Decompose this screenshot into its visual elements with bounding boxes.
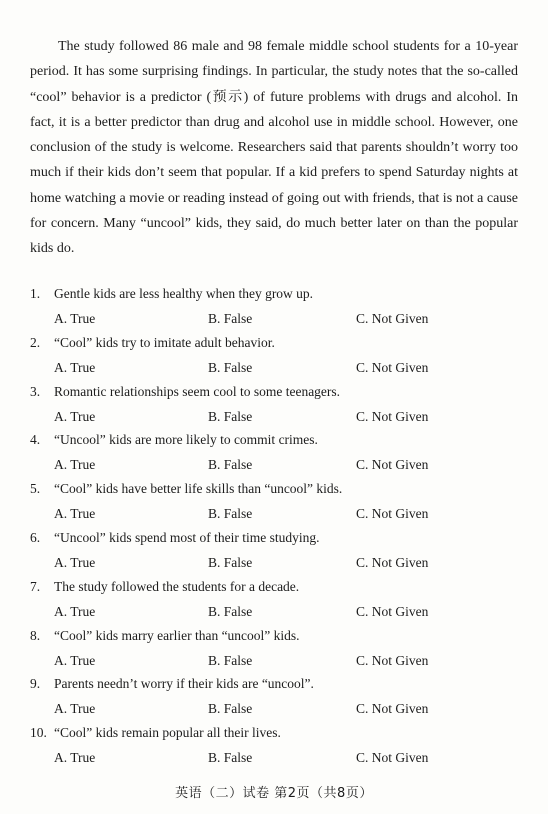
question-number: 8.	[30, 627, 41, 643]
question-number: 7.	[30, 578, 41, 594]
option-c: C. Not Given	[356, 311, 429, 326]
question-number: 2.	[30, 334, 41, 350]
question-stem	[30, 577, 299, 597]
option-a: A. True	[54, 554, 96, 570]
option-b: B. False	[208, 359, 253, 375]
question-3	[30, 382, 510, 431]
option-b: B. False	[208, 701, 253, 717]
question-stem	[30, 430, 318, 450]
question-5	[30, 479, 510, 528]
option-a: A. True	[54, 506, 96, 522]
question-number: 10.	[30, 725, 47, 741]
question-stem	[30, 333, 275, 353]
question-text: “Cool” kids remain popular all their lives.	[54, 725, 281, 741]
question-text: The study followed the students for a decade.	[54, 578, 300, 594]
option-b: B. False	[208, 506, 253, 522]
question-number: 3.	[30, 383, 41, 399]
option-a: A. True	[54, 701, 96, 717]
option-c: C. Not Given	[356, 554, 429, 570]
option-c: C. Not Given	[356, 750, 429, 766]
option-b: B. False	[208, 457, 253, 473]
option-b: B. False	[208, 603, 253, 619]
question-6	[30, 528, 510, 577]
option-a: A. True	[54, 652, 96, 668]
option-c: C. Not Given	[356, 359, 429, 375]
option-c: C. Not Given	[356, 457, 429, 473]
option-b: B. False	[208, 750, 253, 766]
question-number: 9.	[30, 676, 41, 692]
option-b: B. False	[208, 408, 253, 424]
option-a: A. True	[54, 359, 96, 375]
question-text: “Cool” kids have better life skills than “uncool” kids.	[54, 481, 343, 497]
question-stem	[30, 528, 319, 548]
option-a: A. True	[54, 603, 96, 619]
question-text: “Cool” kids marry earlier than “uncool” kids.	[54, 627, 300, 643]
question-text: “Uncool” kids spend most of their time studying.	[54, 529, 320, 545]
question-stem	[30, 723, 281, 743]
question-text: Parents needn’t worry if their kids are “uncool”.	[54, 676, 314, 692]
question-stem	[30, 284, 313, 304]
question-number: 1.	[30, 286, 41, 301]
question-stem	[30, 382, 340, 402]
option-b: B. False	[208, 652, 253, 668]
question-number: 4.	[30, 432, 41, 448]
option-c: C. Not Given	[356, 603, 429, 619]
question-text: Gentle kids are less healthy when they grow up.	[54, 286, 314, 301]
option-b: B. False	[208, 311, 253, 326]
option-c: C. Not Given	[356, 701, 429, 717]
question-1	[30, 284, 510, 333]
question-number: 6.	[30, 529, 41, 545]
question-4	[30, 430, 510, 479]
question-list	[30, 284, 510, 772]
question-9	[30, 674, 510, 723]
question-8	[30, 626, 510, 675]
question-stem	[30, 674, 314, 694]
option-c: C. Not Given	[356, 408, 429, 424]
question-7	[30, 577, 510, 626]
reading-passage: The study followed 86 male and 98 female middle school students for a 10-year period. It has some surprising findings. In particular, the study notes that the so-called “cool” behavior is a predictor (预示) of future problems with drugs and alcohol. In fact, it is a better predictor than drug and alcohol use in middle school. However, one conclusion of the study is welcome. Researchers said that parents shouldn’t worry too much if their kids don’t seem that popular. If a kid prefers to spend Saturday nights at home watching a movie or reading instead of going out with friends, that is not a cause for concern. Many “uncool” kids, they said, do much better later on than the popular kids do.	[30, 39, 518, 257]
question-text: “Uncool” kids are more likely to commit crimes.	[54, 432, 318, 448]
question-text: Romantic relationships seem cool to some teenagers.	[54, 383, 341, 399]
page-footer: 英语（二）试卷 第2页（共8页）	[175, 786, 373, 801]
question-stem	[30, 626, 300, 646]
option-c: C. Not Given	[356, 652, 429, 668]
option-b: B. False	[208, 554, 253, 570]
option-c: C. Not Given	[356, 506, 429, 522]
question-2	[30, 333, 510, 382]
option-a: A. True	[54, 457, 96, 473]
option-a: A. True	[54, 408, 96, 424]
option-a: A. True	[54, 750, 96, 766]
question-number: 5.	[30, 481, 41, 497]
question-stem	[30, 479, 342, 499]
question-10	[30, 723, 510, 772]
question-text: “Cool” kids try to imitate adult behavior.	[54, 334, 275, 350]
option-a: A. True	[54, 311, 96, 326]
